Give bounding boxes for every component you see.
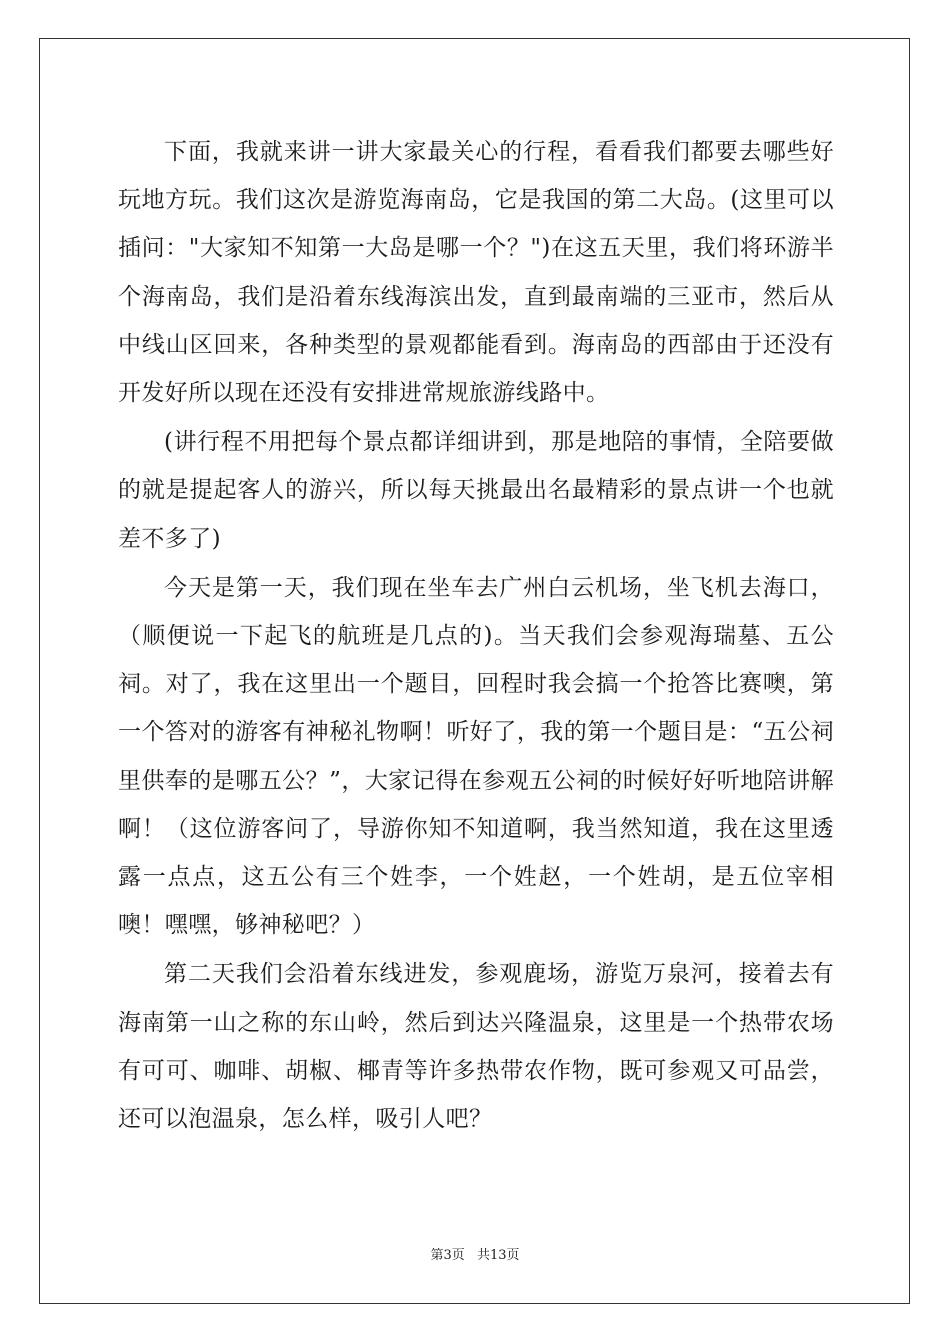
paragraph-day-one: 今天是第一天，我们现在坐车去广州白云机场，坐飞机去海口，（顺便说一下起飞的航班是几点的)。当天我们会参观海瑞墓、五公祠。对了，我在这里出一个题目，回程时我会搞一个抢答比赛噢，第一个答对的游客有神秘礼物啊！听好了，我的第一个题目是：“五公祠里供奉的是哪五公？”，大家记得在参观五公祠的时候好好听地陪讲解啊！（这位游客问了，导游你知不知道啊，我当然知道，我在这里透露一点点，这五公有三个姓李，一个姓赵，一个姓胡，是五位宰相噢！嘿嘿，够神秘吧？） [118,574,834,939]
paragraph-guide-note: (讲行程不用把每个景点都详细讲到，那是地陪的事情，全陪要做的就是提起客人的游兴，所以每天挑最出名最精彩的景点讲一个也就差不多了) [118,429,834,552]
page-number: 第3页 [430,1248,465,1263]
document-body [118,128,834,1143]
paragraph-itinerary-intro: 下面，我就来讲一讲大家最关心的行程，看看我们都要去哪些好玩地方玩。我们这次是游览海南岛，它是我国的第二大岛。(这里可以插问："大家知不知第一大岛是哪一个？")在这五天里，我们将环游半个海南岛，我们是沿着东线海滨出发，直到最南端的三亚市，然后从中线山区回来，各种类型的景观都能看到。海南岛的西部由于还没有开发好所以现在还没有安排进常规旅游线路中。 [118,139,834,407]
page-total: 共13页 [476,1248,520,1263]
page-footer [0,1248,950,1264]
paragraph-day-two: 第二天我们会沿着东线进发，参观鹿场，游览万泉河，接着去有海南第一山之称的东山岭，然后到达兴隆温泉，这里是一个热带农场有可可、咖啡、胡椒、椰青等许多热带农作物，既可参观又可品尝，还可以泡温泉，怎么样，吸引人吧？ [118,961,834,1133]
